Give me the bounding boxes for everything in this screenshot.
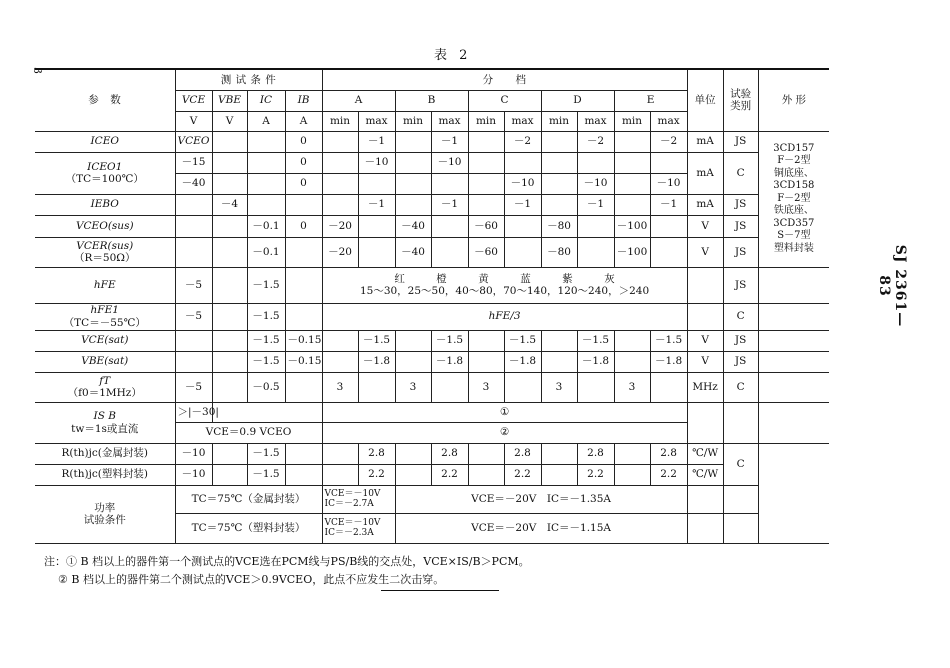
header-vce: VCE <box>175 90 212 111</box>
footnote-1: 注：① B 档以上的器件第一个测试点的VCE选在PCM线与PS/B线的交点处，VCE×IS/B＞PCM。 <box>44 555 530 568</box>
cell: 2.8 <box>358 443 395 464</box>
category-cell: JS <box>723 131 758 152</box>
min-label: min <box>541 111 577 131</box>
param-label <box>35 303 175 330</box>
table-row <box>35 194 829 215</box>
cell: －1 <box>431 194 468 215</box>
unit-v: V <box>212 111 247 131</box>
cell: －1 <box>577 194 614 215</box>
cell: VCEO <box>175 131 212 152</box>
cell: 0 <box>285 152 322 173</box>
param-condition: （R＝50Ω） <box>74 252 136 264</box>
max-label: max <box>577 111 614 131</box>
cell: －10 <box>431 152 468 173</box>
param-label: IEBO <box>35 194 175 215</box>
category-cell: C <box>723 443 758 485</box>
cell: －100 <box>614 215 650 237</box>
param-label: hFE <box>35 267 175 303</box>
cell: －1.5 <box>358 330 395 351</box>
header-ib: IB <box>285 90 322 111</box>
cell: －20 <box>322 237 358 267</box>
param-condition: （TC＝100℃） <box>65 173 144 185</box>
unit-cell: mA <box>687 131 723 152</box>
unit-cell: ℃/W <box>687 443 723 464</box>
category-cell: C <box>723 152 758 194</box>
end-rule <box>381 590 499 591</box>
table-title: 表 2 <box>434 48 472 63</box>
isb-note-2: ② <box>322 422 687 443</box>
cell: －1 <box>504 194 541 215</box>
table-row <box>35 237 829 267</box>
category-cell: JS <box>723 237 758 267</box>
max-label: max <box>358 111 395 131</box>
cell: －0.1 <box>247 237 285 267</box>
cell: －40 <box>395 237 431 267</box>
cell: －40 <box>395 215 431 237</box>
table-row <box>35 485 829 513</box>
cell: －10 <box>650 173 687 194</box>
param-condition: （TC＝－55℃） <box>63 316 146 329</box>
unit-cell: ℃/W <box>687 464 723 485</box>
param-condition: （f0＝1MHz） <box>67 387 142 399</box>
table-row <box>35 443 829 464</box>
cell: －1.5 <box>650 330 687 351</box>
category-cell: C <box>723 372 758 402</box>
cell: －1 <box>431 131 468 152</box>
max-label: max <box>504 111 541 131</box>
min-label: min <box>468 111 504 131</box>
grade-b: B <box>395 90 468 111</box>
param-label: VCE(sat) <box>35 330 175 351</box>
table-row <box>35 372 829 402</box>
param-label <box>35 372 175 402</box>
param-symbol: VCER(sus) <box>76 239 134 252</box>
footnote-2: ② B 档以上的器件第二个测试点的VCE＞0.9VCEO，此点不应发生二次击穿。 <box>58 573 445 586</box>
power-test-label: 功率 试验条件 <box>35 485 175 543</box>
cell: －1.5 <box>577 330 614 351</box>
cell: 3 <box>468 372 504 402</box>
cell: 0 <box>285 173 322 194</box>
unit-cell: mA <box>687 152 723 194</box>
cell: －0.1 <box>247 215 285 237</box>
header-outline: 外 形 <box>758 69 829 131</box>
cell: －1.5 <box>247 464 285 485</box>
footnotes <box>44 553 530 589</box>
unit-cell: V <box>687 330 723 351</box>
cell: －0.15 <box>285 330 322 351</box>
cell: －1.8 <box>358 351 395 372</box>
cell: －10 <box>175 464 212 485</box>
table-row <box>35 330 829 351</box>
power-a-plastic: VCE＝－10V IC＝－2.3A <box>322 513 395 543</box>
param-symbol: ICEO1 <box>87 160 123 173</box>
min-label: min <box>322 111 358 131</box>
cell: －1.5 <box>431 330 468 351</box>
cell: 2.8 <box>577 443 614 464</box>
header-ic: IC <box>247 90 285 111</box>
table-row <box>35 267 829 303</box>
outline-description: 3CD157 F－2型 铜底座、 3CD158 F－2型 铁底座、 3CD357 S－7型 塑料封装 <box>758 131 829 267</box>
header-grade: 分 档 <box>322 69 687 90</box>
cell: －60 <box>468 237 504 267</box>
param-condition: tw＝1s或直流 <box>71 422 139 435</box>
cell: 2.8 <box>504 443 541 464</box>
cell: －15 <box>175 152 212 173</box>
cell: －1.5 <box>247 303 285 330</box>
cell: －5 <box>175 372 212 402</box>
cell: －1.8 <box>431 351 468 372</box>
cell: －5 <box>175 267 212 303</box>
category-cell: JS <box>723 215 758 237</box>
cell: －20 <box>322 215 358 237</box>
cell: 2.2 <box>650 464 687 485</box>
unit-cell: MHz <box>687 372 723 402</box>
param-label <box>35 237 175 267</box>
param-symbol: hFE1 <box>90 304 119 317</box>
cell: －4 <box>212 194 247 215</box>
cell: 3 <box>395 372 431 402</box>
header-param: 参 数 <box>35 69 175 131</box>
grade-a: A <box>322 90 395 111</box>
param-label: R(th)jc(塑料封装) <box>35 464 175 485</box>
hfe-ranges: 15～30，25～50，40～80，70～140，120～240，＞240 <box>359 285 650 297</box>
header-test-conditions: 测 试 条 件 <box>175 69 322 90</box>
table-row <box>35 303 829 330</box>
min-label: min <box>614 111 650 131</box>
power-rest-metal: VCE＝－20V IC＝－1.35A <box>395 485 687 513</box>
category-cell: JS <box>723 330 758 351</box>
cell: －10 <box>504 173 541 194</box>
cell: －1.5 <box>247 443 285 464</box>
cell: －1.5 <box>504 330 541 351</box>
header-unit: 单位 <box>687 69 723 131</box>
cell: －1.5 <box>247 330 285 351</box>
cell: 3 <box>614 372 650 402</box>
category-cell: JS <box>723 267 758 303</box>
cell: 0 <box>285 131 322 152</box>
table-row <box>35 402 829 422</box>
min-label: min <box>395 111 431 131</box>
cell: －1.8 <box>504 351 541 372</box>
cell: 2.8 <box>650 443 687 464</box>
param-label <box>35 402 175 443</box>
cell: －1.8 <box>577 351 614 372</box>
cell: 2.8 <box>431 443 468 464</box>
cell: 2.2 <box>358 464 395 485</box>
power-rest-plastic: VCE＝－20V IC＝－1.15A <box>395 513 687 543</box>
cell: 3 <box>541 372 577 402</box>
param-label: VBE(sat) <box>35 351 175 372</box>
unit-cell: V <box>687 351 723 372</box>
cell: －1 <box>650 194 687 215</box>
cell: －0.15 <box>285 351 322 372</box>
cell: －80 <box>541 237 577 267</box>
power-cond-plastic: TC＝75℃（塑料封装） <box>175 513 322 543</box>
power-a-metal: VCE＝－10V IC＝－2.7A <box>322 485 395 513</box>
table-row <box>35 351 829 372</box>
cell: －10 <box>577 173 614 194</box>
hfe-grades-cell <box>322 267 687 303</box>
cell: －1 <box>358 131 395 152</box>
page-number: 3 <box>31 67 44 74</box>
cell: －1 <box>358 194 395 215</box>
header-vbe: VBE <box>212 90 247 111</box>
cell: －2 <box>650 131 687 152</box>
cell: －0.5 <box>247 372 285 402</box>
cell: －100 <box>614 237 650 267</box>
table-row <box>35 464 829 485</box>
unit-cell: V <box>687 215 723 237</box>
category-cell: C <box>723 303 758 330</box>
max-label: max <box>650 111 687 131</box>
param-symbol: fT <box>99 374 111 387</box>
cell: 3 <box>322 372 358 402</box>
grade-e: E <box>614 90 687 111</box>
grade-d: D <box>541 90 614 111</box>
cell: －1.5 <box>247 351 285 372</box>
cell: －10 <box>175 443 212 464</box>
param-label: ICEO <box>35 131 175 152</box>
cell: －1.8 <box>650 351 687 372</box>
unit-v: V <box>175 111 212 131</box>
cell: ＞|－30| <box>175 402 212 422</box>
category-cell: JS <box>723 351 758 372</box>
table-row <box>35 152 829 173</box>
power-cond-metal: TC＝75℃（金属封装） <box>175 485 322 513</box>
cell: －60 <box>468 215 504 237</box>
cell: 2.2 <box>431 464 468 485</box>
unit-a: A <box>247 111 285 131</box>
cell: －1.5 <box>247 267 285 303</box>
hfe-color-codes: 红 橙 黄 蓝 紫 灰 <box>394 272 615 285</box>
cell: 2.2 <box>504 464 541 485</box>
isb-condition: VCE＝0.9 VCEO <box>175 422 322 443</box>
cell: 0 <box>285 215 322 237</box>
standard-code: SJ 2361—83 <box>876 244 908 328</box>
max-label: max <box>431 111 468 131</box>
spec-table <box>35 68 829 544</box>
param-label: R(th)jc(金属封装) <box>35 443 175 464</box>
cell: －2 <box>504 131 541 152</box>
unit-a: A <box>285 111 322 131</box>
unit-cell: mA <box>687 194 723 215</box>
category-cell: JS <box>723 194 758 215</box>
grade-c: C <box>468 90 541 111</box>
cell: －2 <box>577 131 614 152</box>
cell: －10 <box>358 152 395 173</box>
isb-note-1: ① <box>322 402 687 422</box>
cell: －40 <box>175 173 212 194</box>
table-row <box>35 131 829 152</box>
param-label: VCEO(sus) <box>35 215 175 237</box>
hfe1-value: hFE/3 <box>322 303 687 330</box>
cell: －80 <box>541 215 577 237</box>
cell: 2.2 <box>577 464 614 485</box>
param-label <box>35 152 175 194</box>
table-row <box>35 215 829 237</box>
cell: －5 <box>175 303 212 330</box>
header-test-category: 试验 类别 <box>723 69 758 131</box>
unit-cell: V <box>687 237 723 267</box>
param-symbol: IS B <box>93 410 116 423</box>
